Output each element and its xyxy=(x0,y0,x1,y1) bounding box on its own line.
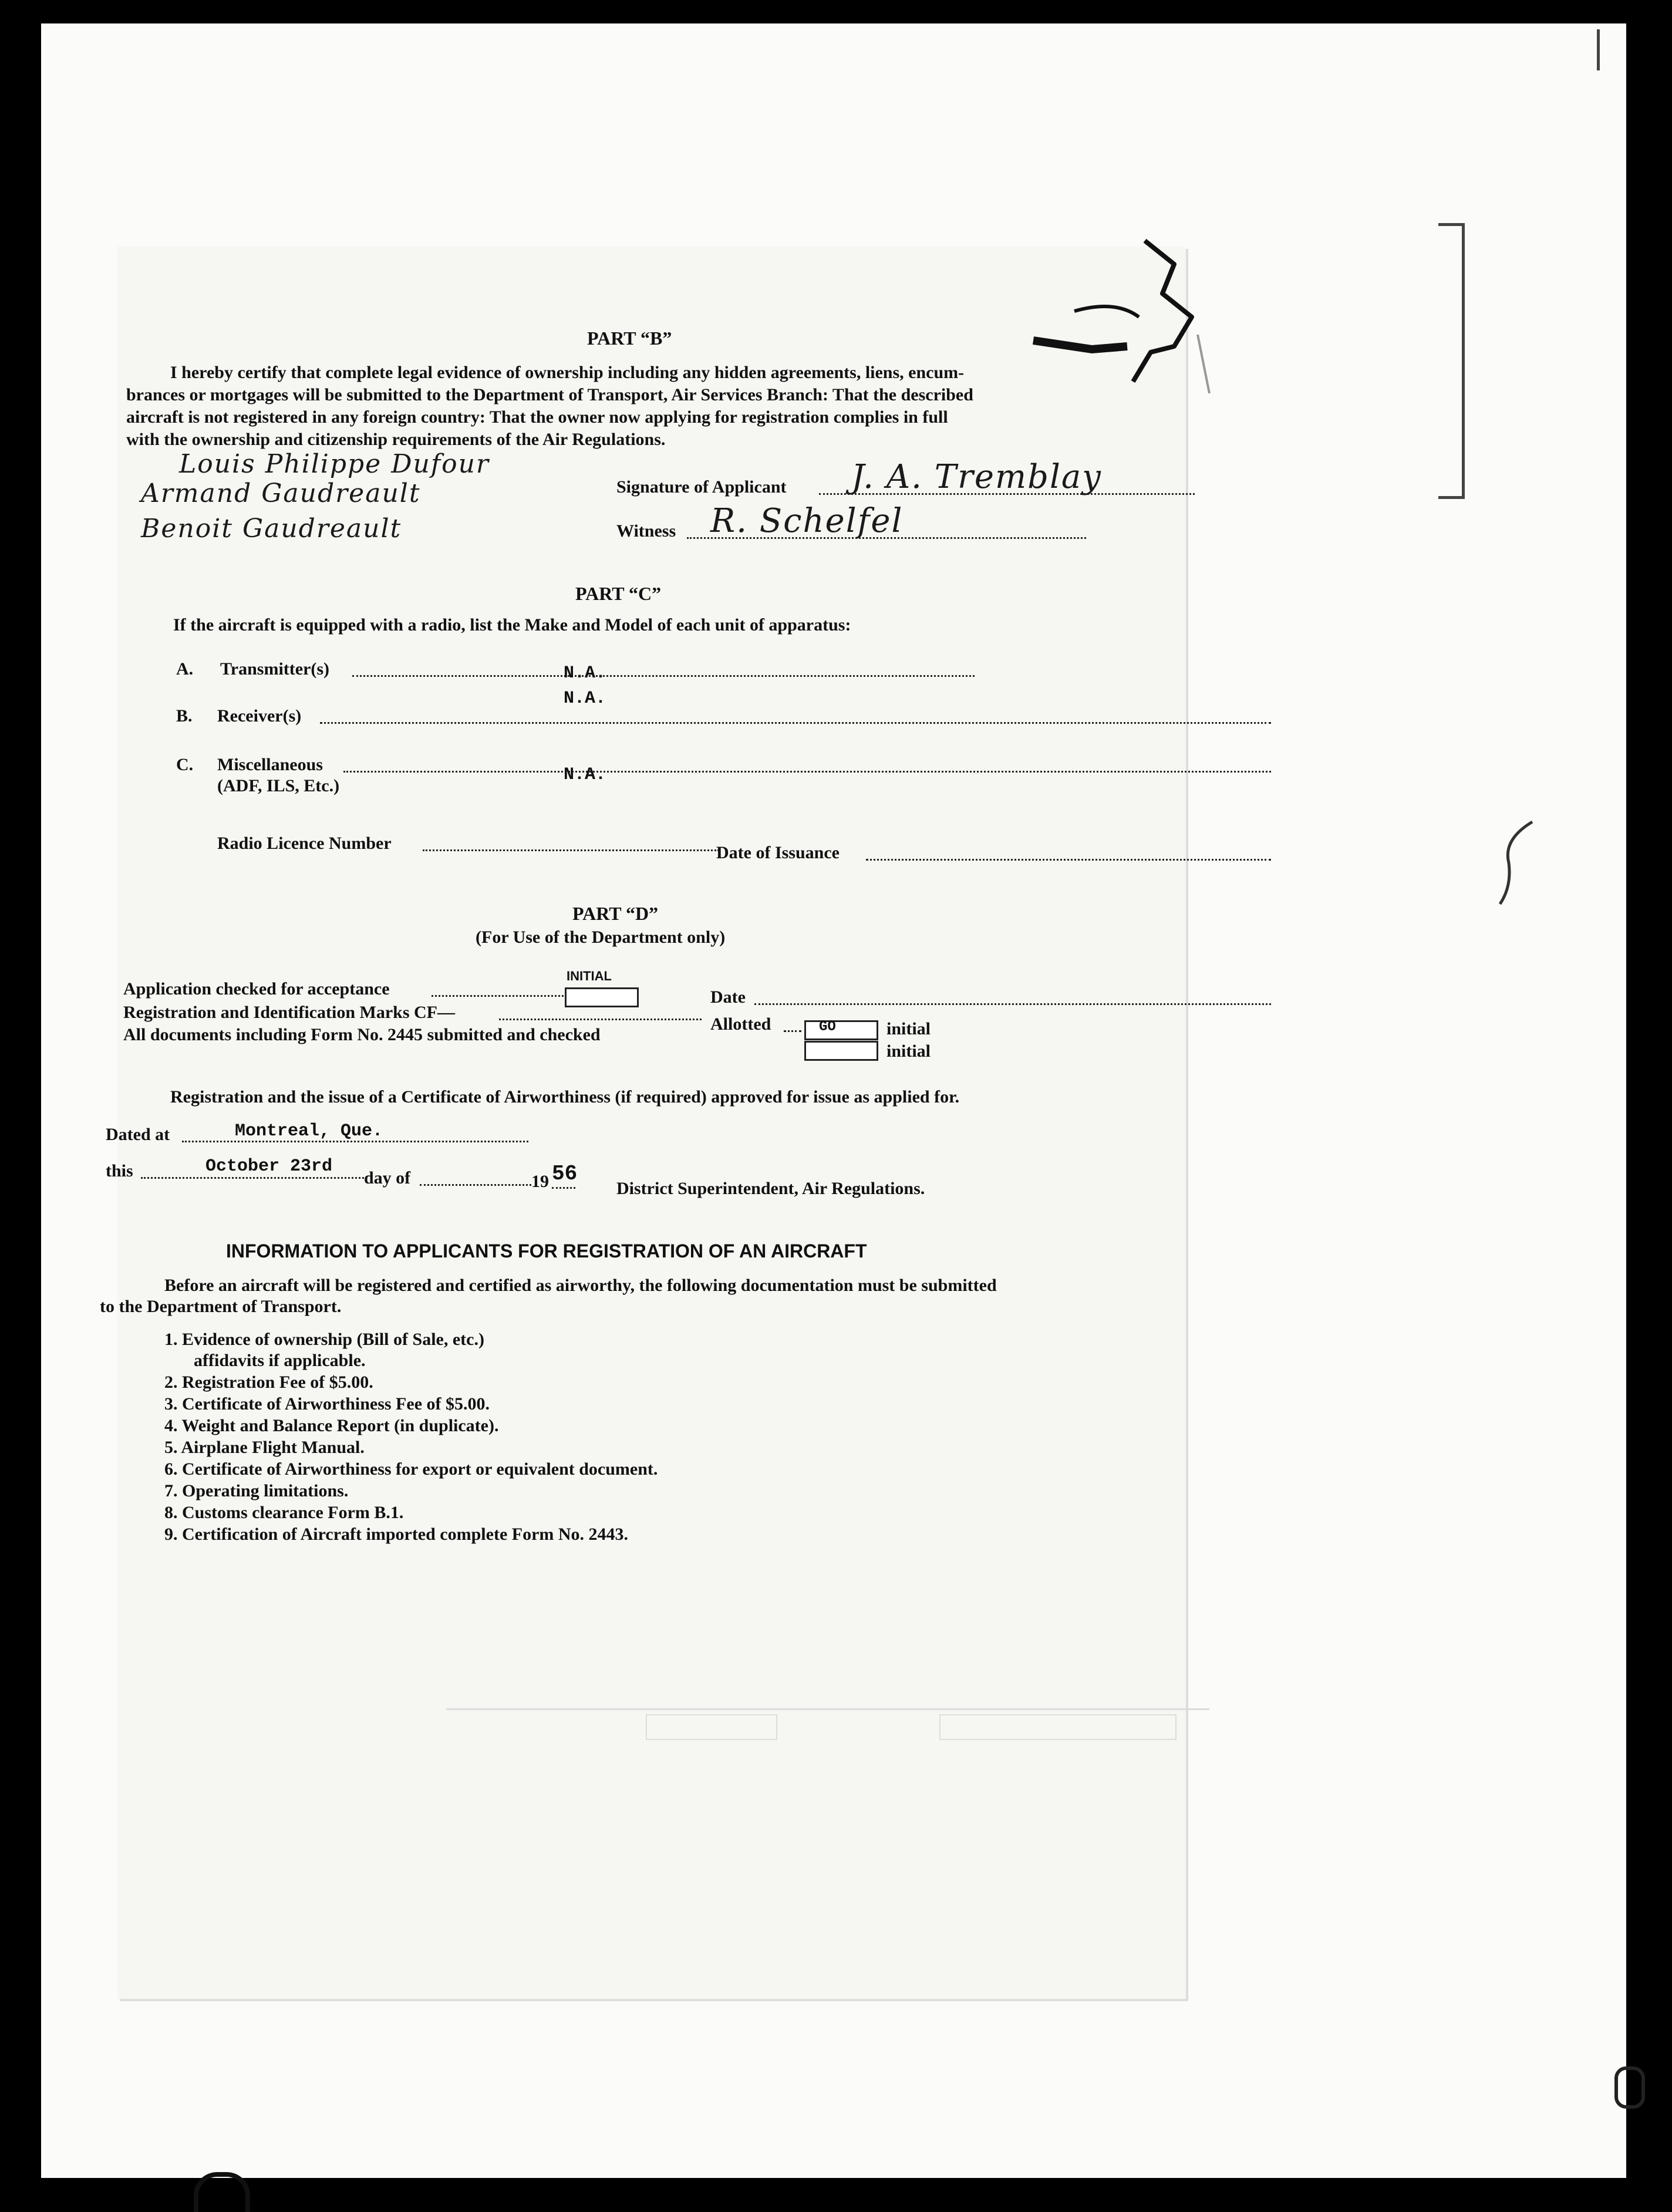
information-item-9: 9. Certification of Aircraft imported complete Form No. 2443. xyxy=(164,1525,629,1544)
information-title: INFORMATION TO APPLICANTS FOR REGISTRATION OF AN AIRCRAFT xyxy=(226,1240,867,1262)
information-item-8: 8. Customs clearance Form B.1. xyxy=(164,1503,404,1522)
year-prefix: 19 xyxy=(531,1172,549,1191)
initial-box-allotted xyxy=(804,1020,878,1040)
this-line xyxy=(141,1177,367,1179)
part-d-title: PART “D” xyxy=(572,903,659,924)
signature-applicant: J. A. Tremblay xyxy=(851,458,1102,496)
witness-label: Witness xyxy=(616,521,676,541)
allotted-label: Allotted xyxy=(710,1014,771,1034)
day-of-label: day of xyxy=(364,1168,411,1188)
approval-line: Registration and the issue of a Certificate of Airworthiness (if required) approved for issue as applied for. xyxy=(170,1087,960,1107)
allotted-line xyxy=(784,1030,801,1032)
part-c-title: PART “C” xyxy=(575,583,662,604)
information-item-1-sub: affidavits if applicable. xyxy=(194,1351,366,1370)
initial-box-acceptance xyxy=(565,987,639,1007)
receiver-label: Receiver(s) xyxy=(217,706,302,726)
receiver-line xyxy=(320,722,1271,724)
this-label: this xyxy=(106,1161,133,1181)
date-issuance-label: Date of Issuance xyxy=(716,843,840,862)
signature-left-3: Benoit Gaudreault xyxy=(141,514,402,544)
miscellaneous-sub-label: (ADF, ILS, Etc.) xyxy=(217,776,340,795)
this-value: October 23rd xyxy=(205,1156,333,1176)
signature-left-2: Armand Gaudreault xyxy=(141,478,421,508)
registration-marks-label: Registration and Identification Marks CF— xyxy=(123,1003,455,1022)
registration-marks-line xyxy=(499,1019,702,1020)
transmitter-line xyxy=(352,675,975,677)
radio-licence-line xyxy=(423,849,719,851)
initial-box-allotted-value: GO xyxy=(819,1019,836,1035)
signature-applicant-label: Signature of Applicant xyxy=(616,477,787,497)
initial-box-documents xyxy=(804,1041,878,1061)
part-b-title: PART “B” xyxy=(587,328,672,349)
information-item-3: 3. Certificate of Airworthiness Fee of $5.00. xyxy=(164,1394,490,1414)
initial-label-2: initial xyxy=(886,1041,931,1061)
film-mark-bottom-right xyxy=(1614,2066,1645,2109)
information-item-1: 1. Evidence of ownership (Bill of Sale, etc.) xyxy=(164,1330,484,1349)
part-c-intro: If the aircraft is equipped with a radio, list the Make and Model of each unit of apparatus: xyxy=(173,615,851,635)
film-bracket-right xyxy=(1438,223,1465,499)
date-line xyxy=(754,1003,1271,1005)
transmitter-label: Transmitter(s) xyxy=(220,659,330,679)
miscellaneous-label: Miscellaneous xyxy=(217,755,323,774)
day-of-line xyxy=(420,1184,531,1186)
information-item-6: 6. Certificate of Airworthiness for export or equivalent document. xyxy=(164,1459,658,1479)
initial-label-1: initial xyxy=(886,1019,931,1038)
part-c-a-letter: A. xyxy=(176,659,194,679)
signature-left-1: Louis Philippe Dufour xyxy=(179,449,490,479)
district-superintendent: District Superintendent, Air Regulations. xyxy=(616,1179,925,1198)
part-d-subtitle: (For Use of the Department only) xyxy=(476,928,726,947)
miscellaneous-value: N.A. xyxy=(564,765,606,785)
signature-witness: R. Schelfel xyxy=(710,502,904,540)
receiver-value: N.A. xyxy=(564,689,606,709)
registration-form xyxy=(100,247,1186,1999)
information-item-5: 5. Airplane Flight Manual. xyxy=(164,1438,365,1457)
radio-licence-label: Radio Licence Number xyxy=(217,834,392,853)
information-item-4: 4. Weight and Balance Report (in duplicate). xyxy=(164,1416,499,1435)
stray-mark xyxy=(1491,816,1544,910)
application-checked-line xyxy=(432,995,564,997)
information-intro-2: to the Department of Transport. xyxy=(100,1297,342,1316)
information-item-7: 7. Operating limitations. xyxy=(164,1481,349,1500)
all-documents-label: All documents including Form No. 2445 submitted and checked xyxy=(123,1025,601,1044)
date-issuance-line xyxy=(866,859,1271,861)
part-b-line-4: with the ownership and citizenship requirements of the Air Regulations. xyxy=(126,430,666,449)
part-c-b-letter: B. xyxy=(176,706,193,726)
dated-at-label: Dated at xyxy=(106,1125,170,1144)
application-checked-label: Application checked for acceptance xyxy=(123,979,390,999)
transmitter-value: N.A. xyxy=(564,663,606,683)
information-item-2: 2. Registration Fee of $5.00. xyxy=(164,1373,373,1392)
miscellaneous-line xyxy=(343,771,1271,773)
initial-header: INITIAL xyxy=(567,969,612,983)
part-b-line-3: aircraft is not registered in any foreign country: That the owner now applying for registration complies in full xyxy=(126,407,948,427)
film-mark-bottom-left xyxy=(194,2172,250,2212)
year-value: 56 xyxy=(552,1162,578,1186)
film-bracket-top-right xyxy=(1597,29,1600,70)
torn-corner-mark xyxy=(998,229,1245,423)
year-line xyxy=(552,1187,575,1189)
part-b-line-2: brances or mortgages will be submitted to the Department of Transport, Air Services Branch: That the described xyxy=(126,385,973,404)
part-b-line-1: I hereby certify that complete legal evidence of ownership including any hidden agreements, liens, encum- xyxy=(170,363,965,382)
information-intro-1: Before an aircraft will be registered and certified as airworthy, the following documentation must be submitted xyxy=(164,1276,997,1295)
dated-at-value: Montreal, Que. xyxy=(235,1121,383,1141)
date-label: Date xyxy=(710,987,746,1007)
part-c-c-letter: C. xyxy=(176,755,194,774)
